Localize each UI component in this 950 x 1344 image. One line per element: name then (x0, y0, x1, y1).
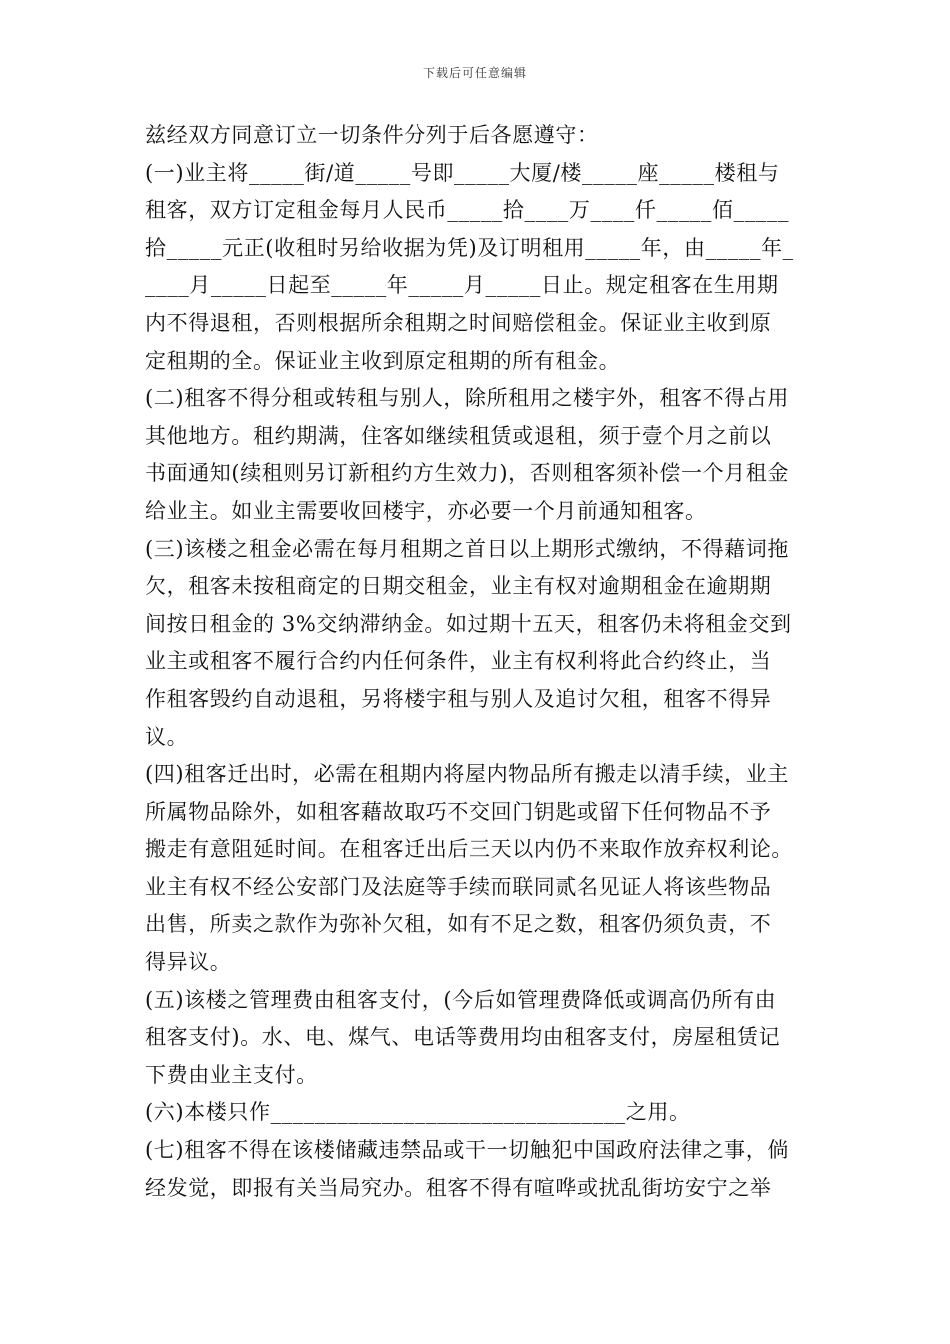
text-line: (三)该楼之租金必需在每月租期之首日以上期形式缴纳，不得藉词拖 (145, 536, 789, 561)
text-line: 欠，租客未按租商定的日期交租金，业主有权对逾期租金在逾期期 (145, 574, 772, 599)
text-line: 业主或租客不履行合约内任何条件，业主有权利将此合约终止，当 (145, 649, 772, 674)
text-line: (六)本楼只作________________________________之用。 (145, 1100, 691, 1125)
text-line: 得异议。 (145, 950, 232, 975)
text-line: 给业主。如业主需要收回楼宇，亦必要一个月前通知租客。 (145, 498, 707, 523)
text-line: 搬走有意阻延时间。在租客迁出后三天以内仍不来取作放弃权利论。 (145, 837, 793, 862)
text-line: (一)业主将_____街/道_____号即_____大厦/楼_____座_____楼租与 (145, 160, 780, 185)
text-line: 拾_____元正(收租时另给收据为凭)及订明租用_____年，由_____年_ (145, 235, 794, 260)
text-line: 议。 (145, 724, 189, 749)
document-body (145, 117, 815, 1207)
header-note: 下载后可任意编辑 (422, 66, 527, 80)
text-line: 经发觉，即报有关当局究办。租客不得有喧哗或扰乱街坊安宁之举 (145, 1175, 772, 1200)
text-line: ____月_____日起至_____年_____月_____日止。规定租客在生用期 (145, 273, 779, 298)
text-line: (四)租客迁出时，必需在租期内将屋内物品所有搬走以清手续，业主 (145, 762, 789, 787)
text-line: 出售，所卖之款作为弥补欠租，如有不足之数，租客仍须负责，不 (145, 912, 772, 937)
text-line: 下费由业主支付。 (145, 1062, 318, 1087)
text-line: 业主有权不经公安部门及法庭等手续而联同贰名见证人将该些物品 (145, 874, 772, 899)
text-line: 租客支付)。水、电、煤气、电话等费用均由租客支付，房屋租赁记 (145, 1025, 781, 1050)
text-line: 作租客毁约自动退租，另将楼宇租与别人及追讨欠租，租客不得异 (145, 686, 772, 711)
text-line: (七)租客不得在该楼储藏违禁品或干一切触犯中国政府法律之事，倘 (145, 1138, 789, 1163)
text-line: 书面通知(续租则另订新租约方生效力)，否则租客须补偿一个月租金 (145, 461, 789, 486)
text-line: (五)该楼之管理费由租客支付，(今后如管理费降低或调高仍所有由 (145, 987, 777, 1012)
text-line: 租客，双方订定租金每月人民币_____拾____万____仟_____佰_____ (145, 198, 790, 223)
text-line: 兹经双方同意订立一切条件分列于后各愿遵守： (145, 123, 599, 147)
text-line: 其他地方。租约期满，住客如继续租赁或退租，须于壹个月之前以 (145, 423, 772, 448)
text-line: 所属物品除外，如租客藉故取巧不交回门钥匙或留下任何物品不予 (145, 799, 772, 824)
text-line: (二)租客不得分租或转租与别人，除所租用之楼宇外，租客不得占用 (145, 386, 789, 411)
text-line: 定租期的全。保证业主收到原定租期的所有租金。 (145, 348, 621, 373)
text-line: 间按日租金的 3%交纳滞纳金。如过期十五天，租客仍未将租金交到 (145, 611, 792, 636)
text-line: 内不得退租，否则根据所余租期之时间赔偿租金。保证业主收到原 (145, 310, 772, 335)
